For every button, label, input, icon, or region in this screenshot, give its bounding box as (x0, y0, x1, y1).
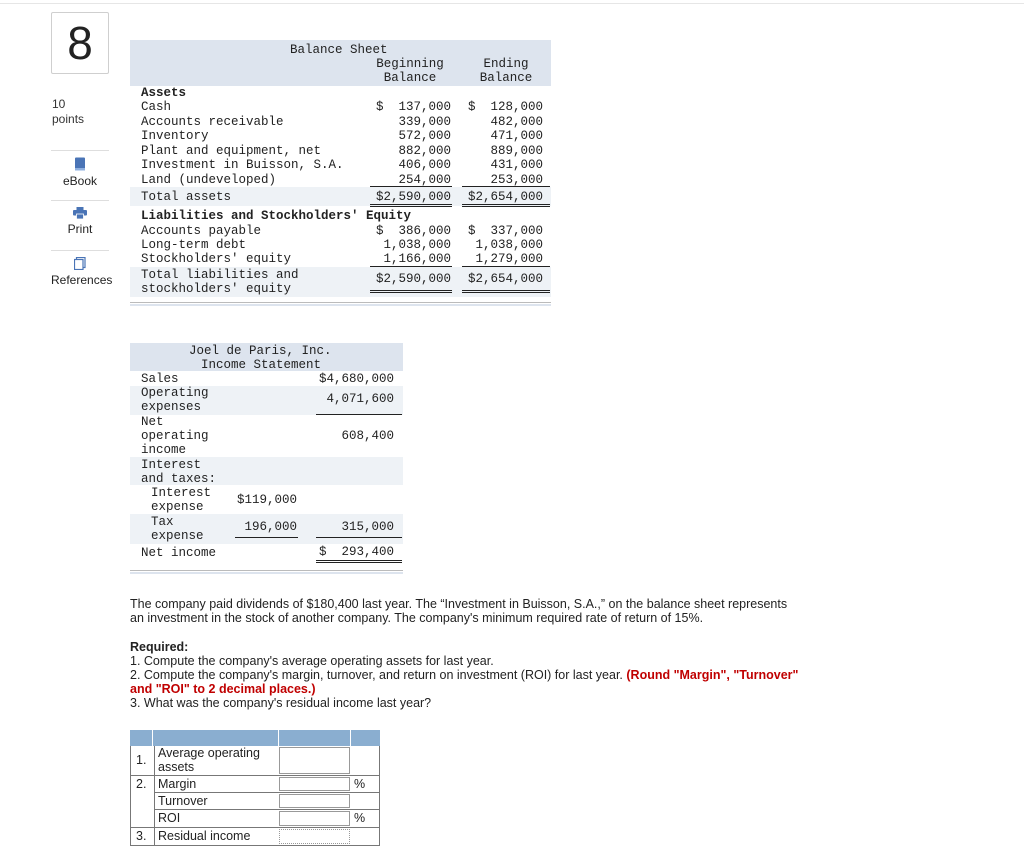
asset-label: Accounts receivable (141, 114, 284, 129)
requirement-3: 3. What was the company's residual income last year? (130, 696, 432, 710)
asset-beg: 339,000 (398, 114, 451, 129)
total-liab-label-2: stockholders' equity (141, 282, 292, 296)
double-rule (370, 292, 452, 293)
double-rule (316, 562, 402, 563)
problem-line-2: an investment in the stock of another company. The company's minimum required rate of return of 15%. (130, 611, 704, 625)
liabilities-heading: Liabilities and Stockholders' Equity (141, 209, 412, 223)
company-name: Joel de Paris, Inc. (189, 344, 332, 358)
asset-end: $ 128,000 (467, 100, 543, 114)
tax-value: 196,000 (244, 520, 297, 534)
total-assets-label: Total assets (141, 190, 232, 204)
asset-end: 482,000 (490, 114, 543, 129)
top-divider (0, 3, 1024, 4)
rounding-instruction: (Round "Margin", "Turnover" (626, 668, 799, 682)
asset-beg: 406,000 (398, 158, 451, 172)
margin-label: Margin (158, 777, 197, 791)
interest-taxes-label-1: Interest (141, 458, 202, 472)
answer-table (130, 730, 380, 846)
residual-income-input[interactable] (279, 829, 350, 844)
avg-assets-label-1: Average operating (158, 746, 260, 760)
asset-label: Inventory (141, 129, 209, 143)
header-divider (152, 730, 153, 746)
liability-end: 1,279,000 (475, 252, 543, 266)
asset-end: 253,000 (490, 172, 543, 187)
asset-label: Plant and equipment, net (141, 143, 322, 158)
liability-label: Accounts payable (141, 224, 262, 238)
asset-end: 431,000 (490, 158, 543, 172)
question-points (52, 97, 84, 127)
col2-line2: Balance (479, 71, 533, 85)
print-label: Print (67, 222, 93, 236)
total-assets-beg: $2,590,000 (375, 190, 451, 204)
liability-end: 1,038,000 (475, 238, 543, 252)
liability-end: $ 337,000 (467, 224, 543, 238)
references-label: References (51, 273, 113, 287)
balance-sheet-bottom-border (130, 302, 551, 303)
points-label: points (52, 112, 85, 126)
noi-label-1: Net (141, 415, 164, 429)
col1-line2: Balance (383, 71, 437, 85)
ebook-button[interactable] (51, 150, 109, 200)
noi-label-3: income (141, 443, 187, 457)
rule (235, 537, 298, 538)
double-rule (462, 290, 550, 291)
roi-percent: % (354, 811, 366, 825)
turnover-input[interactable] (279, 794, 350, 808)
requirement-2 (130, 668, 798, 682)
margin-percent: % (354, 777, 366, 791)
income-statement-bottom-band (130, 572, 403, 574)
total-liab-label-1: Total liabilities and (141, 268, 299, 282)
beginning-balance-header (368, 57, 452, 85)
sales-label: Sales (141, 372, 179, 386)
asset-label: Land (undeveloped) (141, 172, 277, 187)
tax-label-1: Tax (151, 515, 174, 529)
net-income-label: Net income (141, 546, 217, 560)
asset-label: Cash (141, 100, 172, 114)
turnover-label: Turnover (158, 794, 208, 808)
double-rule (316, 560, 402, 561)
liability-label: Stockholders' equity (141, 252, 292, 266)
problem-text (130, 597, 787, 625)
asset-beg: 254,000 (398, 172, 451, 187)
row-number: 2. (136, 777, 147, 791)
question-number: 8 (51, 12, 109, 74)
total-assets-end: $2,654,000 (467, 190, 543, 204)
interest-value: $119,000 (236, 493, 297, 507)
income-statement-bottom-border (130, 570, 403, 571)
interest-taxes-label-2: and taxes: (141, 472, 217, 486)
grid-line (130, 775, 380, 776)
avg-operating-assets-input[interactable] (279, 747, 350, 774)
grid-line (130, 827, 380, 828)
noi-label-2: operating (141, 429, 209, 443)
points-value: 10 (52, 97, 66, 111)
col1-line1: Beginning (376, 57, 444, 71)
liability-beg: $ 386,000 (375, 224, 451, 238)
requirements (130, 640, 798, 710)
print-button[interactable] (51, 200, 109, 250)
liability-beg: 1,038,000 (383, 238, 451, 252)
rule (316, 414, 402, 415)
total-liab-beg: $2,590,000 (375, 272, 451, 286)
double-rule (462, 204, 550, 205)
rule (316, 537, 402, 538)
opex-value: 4,071,600 (326, 392, 394, 406)
avg-assets-label-2: assets (158, 760, 195, 774)
assets-heading: Assets (141, 86, 187, 100)
double-rule (370, 290, 452, 291)
margin-input[interactable] (279, 777, 350, 791)
income-statement-title: Income Statement (201, 358, 322, 372)
opex-label-1: Operating (141, 386, 209, 400)
double-rule (370, 206, 452, 207)
sales-value: $4,680,000 (318, 372, 394, 386)
grid-line (154, 792, 380, 793)
double-rule (370, 204, 452, 205)
grid-line (130, 746, 131, 846)
roi-input[interactable] (279, 811, 350, 826)
double-rule (462, 206, 550, 207)
asset-end: 889,000 (490, 143, 543, 158)
grid-line (154, 746, 155, 846)
total-liab-end: $2,654,000 (467, 272, 543, 286)
interest-label-2: expense (151, 500, 204, 514)
opex-label-2: expenses (141, 400, 202, 414)
interest-taxes-total: 315,000 (341, 520, 394, 534)
asset-beg: 882,000 (398, 143, 451, 158)
row-number: 1. (136, 753, 147, 767)
asset-end: 471,000 (490, 129, 543, 143)
header-divider (350, 730, 351, 746)
row-number: 3. (136, 829, 147, 843)
double-rule (462, 292, 550, 293)
tax-label-2: expense (151, 529, 204, 543)
answer-table-header (130, 730, 380, 746)
net-income-value: $ 293,400 (318, 545, 394, 559)
roi-label: ROI (158, 811, 181, 825)
book-icon (74, 157, 86, 171)
noi-value: 608,400 (341, 429, 394, 443)
problem-line-1: The company paid dividends of $180,400 last year. The “Investment in Buisson, S.A.,” on the balance sheet represents (130, 597, 788, 611)
col2-line1: Ending (483, 57, 529, 71)
references-button[interactable] (51, 250, 113, 294)
asset-beg: 572,000 (398, 129, 451, 143)
balance-sheet-title: Balance Sheet (290, 43, 388, 57)
grid-line (154, 809, 380, 810)
references-icon (74, 257, 86, 270)
printer-icon (73, 207, 87, 219)
ending-balance-header (462, 57, 550, 85)
interest-label-1: Interest (151, 486, 212, 500)
requirement-2-text: 2. Compute the company's margin, turnover, and return on investment (ROI) for last year. (130, 668, 623, 682)
grid-line (379, 746, 380, 846)
required-heading: Required: (130, 640, 189, 654)
liability-beg: 1,166,000 (383, 252, 451, 266)
balance-sheet-bottom-band (130, 304, 551, 306)
header-divider (278, 730, 279, 746)
liability-label: Long-term debt (141, 238, 247, 252)
requirement-1: 1. Compute the company's average operating assets for last year. (130, 654, 494, 668)
asset-beg: $ 137,000 (375, 100, 451, 114)
rounding-instruction-cont: and "ROI" to 2 decimal places.) (130, 682, 316, 696)
grid-line (130, 845, 380, 846)
ebook-label: eBook (62, 174, 98, 188)
asset-label: Investment in Buisson, S.A. (141, 158, 344, 172)
residual-income-label: Residual income (158, 829, 251, 843)
